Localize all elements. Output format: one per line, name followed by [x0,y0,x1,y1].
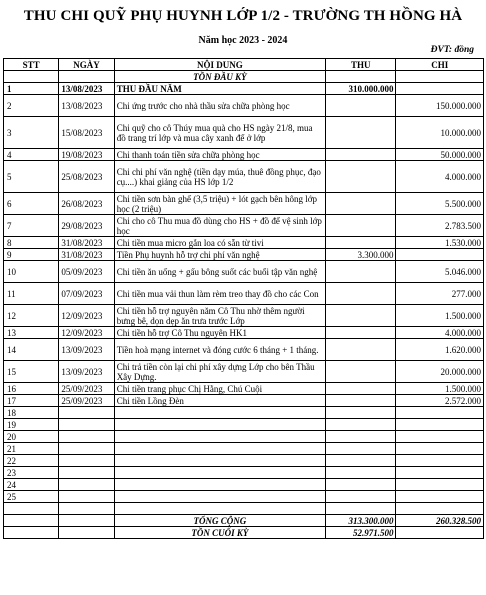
row-income [326,283,396,305]
row-date [59,467,114,479]
row-description [114,491,325,503]
row-expense [396,431,484,443]
row-expense: 50.000.000 [396,149,484,161]
row-description [114,443,325,455]
closing-balance-label: TỒN CUỐI KỲ [114,527,325,539]
table-row [4,83,484,95]
row-expense: 2.572.000 [396,395,484,407]
row-date: 12/09/2023 [59,305,114,327]
row-income [326,305,396,327]
row-number: 1 [4,83,59,95]
row-description [114,431,325,443]
row-expense: 1.620.000 [396,339,484,361]
row-description: THU ĐẦU NĂM [114,83,325,95]
row-date: 26/08/2023 [59,193,114,215]
row-number: 9 [4,249,59,261]
table-row [4,95,484,117]
row-income [326,467,396,479]
row-income [326,193,396,215]
document-title: THU CHI QUỸ PHỤ HUYNH LỚP 1/2 - TRƯỜNG TH HỒNG HÀ [23,8,463,24]
row-date: 29/08/2023 [59,215,114,237]
row-expense: 5.046.000 [396,261,484,283]
row-date [59,443,114,455]
column-header-date: NGÀY [59,59,114,71]
table-row [4,161,484,193]
row-income [326,237,396,249]
total-expense: 260.328.500 [396,515,484,527]
row-expense: 1.530.000 [396,237,484,249]
table-row [4,503,484,515]
row-income: 310.000.000 [326,83,396,95]
row-income: 3.300.000 [326,249,396,261]
row-income [326,407,396,419]
table-row [4,283,484,305]
row-income [326,95,396,117]
row-income [326,491,396,503]
row-date [59,419,114,431]
row-income [326,503,396,515]
row-income [326,361,396,383]
row-description [114,455,325,467]
row-description: Chi tiền mua micro gắn loa có sẵn từ tivi [114,237,325,249]
row-expense: 4.000.000 [396,161,484,193]
row-number: 7 [4,215,59,237]
closing-balance-value: 52.971.500 [326,527,396,539]
row-number: 13 [4,327,59,339]
row-date: 25/09/2023 [59,395,114,407]
row-income [326,443,396,455]
currency-unit: ĐVT: đồng [430,45,474,55]
row-date [59,479,114,491]
row-date [59,407,114,419]
row-date: 05/09/2023 [59,261,114,283]
row-number: 15 [4,361,59,383]
table-row [4,261,484,283]
table-row [4,149,484,161]
table-row [4,407,484,419]
row-expense: 277.000 [396,283,484,305]
row-expense [396,467,484,479]
row-description [114,479,325,491]
row-description: Chi cho cô Thu mua đồ dùng cho HS + đồ để vệ sinh lớp học [114,215,325,237]
row-income [326,479,396,491]
row-description: Chi tiền hỗ trợ Cô Thu nguyên HK1 [114,327,325,339]
table-row [4,443,484,455]
row-income [326,383,396,395]
row-number: 12 [4,305,59,327]
row-number: 5 [4,161,59,193]
school-year: Năm học 2023 - 2024 [198,35,288,46]
table-row [4,215,484,237]
row-number: 10 [4,261,59,283]
row-description: Chi tiền mua vải thun làm rèm treo thay đồ cho các Con [114,283,325,305]
row-description: Chi tiền ăn uống + gấu bông suốt các buổi tập văn nghệ [114,261,325,283]
row-date: 13/09/2023 [59,339,114,361]
total-income: 313.300.000 [326,515,396,527]
row-expense [396,491,484,503]
row-number: 20 [4,431,59,443]
row-number: 6 [4,193,59,215]
column-header-income: THU [326,59,396,71]
table-row [4,479,484,491]
row-expense: 1.500.000 [396,383,484,395]
row-number: 21 [4,443,59,455]
row-number: 3 [4,117,59,149]
table-row [4,455,484,467]
table-row [4,237,484,249]
row-expense [396,503,484,515]
row-income [326,455,396,467]
row-number: 4 [4,149,59,161]
row-expense: 150.000.000 [396,95,484,117]
row-description: Chi chi phí văn nghệ (tiền dạy múa, thuê đồng phục, đạo cụ....) khai giảng của HS lớp 1/2 [114,161,325,193]
row-date [59,503,114,515]
row-number: 23 [4,467,59,479]
row-number [4,503,59,515]
table-row [4,395,484,407]
row-description: Chi tiền hỗ trợ nguyên năm Cô Thu nhờ thêm người bưng bê, dọn dẹp ăn trưa trước Lớp [114,305,325,327]
total-row [4,515,484,527]
table-row [4,305,484,327]
row-income [326,419,396,431]
table-row [4,361,484,383]
table-row [4,249,484,261]
row-date: 25/08/2023 [59,161,114,193]
table-row [4,419,484,431]
row-description: Chi tiền Lồng Đèn [114,395,325,407]
row-expense [396,443,484,455]
row-description [114,503,325,515]
table-row [4,383,484,395]
row-date: 13/09/2023 [59,361,114,383]
column-header-stt: STT [4,59,59,71]
row-income [326,149,396,161]
row-description [114,467,325,479]
row-date [59,491,114,503]
table-footer [4,515,484,539]
opening-balance-row [4,71,484,83]
row-description: Tiền hoà mạng internet và đóng cước 6 tháng + 1 tháng. [114,339,325,361]
row-income [326,327,396,339]
row-number: 2 [4,95,59,117]
table-row [4,491,484,503]
row-expense [396,407,484,419]
row-number: 22 [4,455,59,467]
row-date: 12/09/2023 [59,327,114,339]
row-income [326,431,396,443]
total-label: TỔNG CỘNG [114,515,325,527]
column-header-expense: CHI [396,59,484,71]
row-description: Chi tiền sơn bàn ghế (3,5 triệu) + lót gạch bên hông lớp học (2 triệu) [114,193,325,215]
ledger-table [3,58,484,539]
row-description [114,407,325,419]
ledger-body [4,71,484,515]
row-number: 24 [4,479,59,491]
row-number: 11 [4,283,59,305]
row-description: Chi quỹ cho cô Thúy mua quà cho HS ngày 21/8, mua đồ trang trí lớp và mua cây xanh để ở lớp [114,117,325,149]
row-date: 31/08/2023 [59,237,114,249]
row-expense [396,83,484,95]
row-date: 19/08/2023 [59,149,114,161]
opening-balance-label: TỒN ĐẦU KỲ [114,71,325,83]
closing-balance-row [4,527,484,539]
row-expense: 20.000.000 [396,361,484,383]
row-number: 8 [4,237,59,249]
row-date: 13/08/2023 [59,95,114,117]
row-expense: 1.500.000 [396,305,484,327]
row-description: Chi tiền trang phục Chị Hằng, Chú Cuội [114,383,325,395]
row-expense [396,479,484,491]
table-row [4,467,484,479]
row-income [326,261,396,283]
row-date [59,455,114,467]
row-expense [396,455,484,467]
row-date: 25/09/2023 [59,383,114,395]
row-date: 13/08/2023 [59,83,114,95]
row-number: 16 [4,383,59,395]
row-date: 15/08/2023 [59,117,114,149]
row-income [326,117,396,149]
row-expense: 5.500.000 [396,193,484,215]
table-row [4,193,484,215]
row-income [326,395,396,407]
table-header [4,59,484,71]
row-description: Tiền Phụ huynh hỗ trợ chi phí văn nghệ [114,249,325,261]
row-date: 07/09/2023 [59,283,114,305]
row-expense: 4.000.000 [396,327,484,339]
row-number: 17 [4,395,59,407]
row-description [114,419,325,431]
table-row [4,327,484,339]
row-number: 25 [4,491,59,503]
row-date: 31/08/2023 [59,249,114,261]
column-header-description: NỘI DUNG [114,59,325,71]
row-expense [396,419,484,431]
row-number: 14 [4,339,59,361]
table-row [4,431,484,443]
row-number: 19 [4,419,59,431]
row-description: Chi trả tiền còn lại chi phí xây dựng Lớp cho bên Thầu Xây Dựng. [114,361,325,383]
table-row [4,117,484,149]
row-income [326,339,396,361]
row-income [326,161,396,193]
row-description: Chi ứng trước cho nhà thầu sửa chữa phòng học [114,95,325,117]
row-income [326,215,396,237]
row-expense [396,249,484,261]
row-number: 18 [4,407,59,419]
row-date [59,431,114,443]
row-expense: 2.783.500 [396,215,484,237]
row-expense: 10.000.000 [396,117,484,149]
row-description: Chi thanh toán tiền sửa chữa phòng học [114,149,325,161]
table-row [4,339,484,361]
